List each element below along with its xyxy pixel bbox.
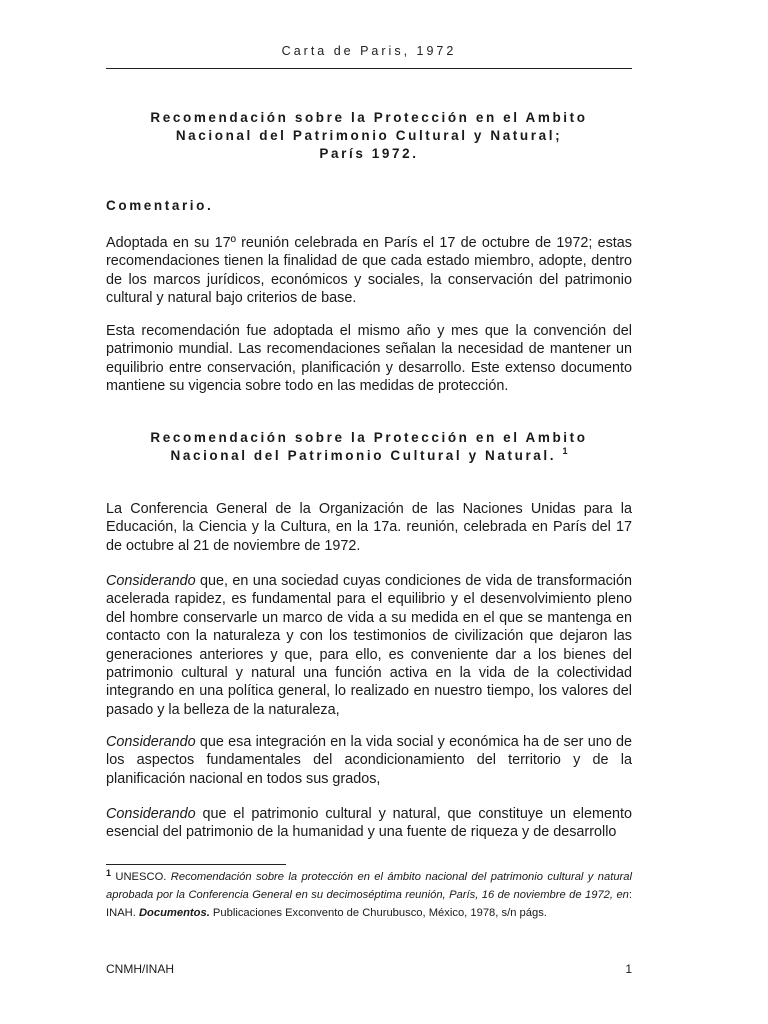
title-line-1: Recomendación sobre la Protección en el Ambito xyxy=(150,110,588,125)
comentario-heading: Comentario. xyxy=(106,198,214,213)
considerando-lead: Considerando xyxy=(106,573,196,589)
considerando-paragraph-2 xyxy=(106,733,632,788)
considerando-lead: Considerando xyxy=(106,806,196,822)
footnote-separator: : INAH. xyxy=(106,889,632,919)
footnote-org: UNESCO. xyxy=(111,871,171,883)
footnote-rule xyxy=(106,864,286,865)
recommendation-title-line-2-text: Nacional del Patrimonio Cultural y Natural. xyxy=(170,448,557,463)
running-header: Carta de Paris, 1972 xyxy=(281,44,457,58)
recommendation-title-line-2 xyxy=(106,447,632,465)
header-rule xyxy=(106,68,632,69)
recommendation-title-line-1: Recomendación sobre la Protección en el Ambito xyxy=(150,430,588,445)
document-title xyxy=(106,109,632,163)
footnote-reference[interactable]: 1 xyxy=(562,446,568,456)
footer-source: CNMH/INAH xyxy=(106,962,174,976)
considerando-text: que el patrimonio cultural y natural, que constituye un elemento esencial del patrimonio de la humanidad y una fuente de riqueza y de desarrollo xyxy=(106,806,632,841)
footnote-title: Recomendación sobre la protección en el ámbito nacional del patrimonio cultural y natural aprobada por la Conferencia General en su decimoséptima reunión, París, 16 de noviembre de 1972, en xyxy=(106,871,632,901)
page-footer xyxy=(106,962,632,976)
title-line-3: París 1972. xyxy=(319,146,419,161)
comentario-paragraph-2: Esta recomendación fue adoptada el mismo año y mes que la convención del patrimonio mundial. Las recomendaciones señalan la necesidad de mantener un equilibrio entre conservación, planificación y desarrollo. Este extenso documento mantiene su vigencia sobre todo en las medidas de protección. xyxy=(106,323,632,395)
considerando-lead: Considerando xyxy=(106,734,196,750)
footnote-documentos: Documentos. xyxy=(138,907,210,919)
considerando-paragraph-3 xyxy=(106,805,632,842)
considerando-paragraph-1 xyxy=(106,572,632,719)
recommendation-title xyxy=(106,429,632,465)
page-number: 1 xyxy=(625,962,632,976)
considerando-text: que esa integración en la vida social y económica ha de ser uno de los aspectos fundamentales del acondicionamiento del territorio y de la planificación nacional en todos sus grados, xyxy=(106,734,632,787)
comentario-paragraph-1: Adoptada en su 17º reunión celebrada en París el 17 de octubre de 1972; estas recomendaciones tienen la finalidad de que cada estado miembro, adopte, dentro de los marcos jurídicos, económicos y sociales, la conservación del patrimonio cultural y natural bajo criterios de base. xyxy=(106,235,632,307)
considerando-text: que, en una sociedad cuyas condiciones de vida de transformación acelerada rapidez, es fundamental para el equilibrio y el desenvolvimiento pleno del hombre conservarle un marco de vida a su medida en el que se mantenga en contacto con la naturaleza y con los testimonios de civilización que dejaron las generaciones anteriores y que, para ello, es conveniente dar a los bienes del patrimonio cultural y natural una función activa en la vida de la colectividad integrando en una política general, lo realizado en nuestro tiempo, los valores del pasado y la belleza de la naturaleza, xyxy=(106,573,632,718)
title-line-2: Nacional del Patrimonio Cultural y Natural; xyxy=(175,128,563,143)
intro-paragraph: La Conferencia General de la Organización de las Naciones Unidas para la Educación, la Ciencia y la Cultura, en la 17a. reunión, celebrada en París del 17 de octubre al 21 de noviembre de 1972. xyxy=(106,501,632,554)
footnote-publisher: Publicaciones Exconvento de Churubusco, México, 1978, s/n págs. xyxy=(209,907,547,919)
footnote xyxy=(106,868,632,922)
footnote-mark: 1 xyxy=(106,868,112,878)
